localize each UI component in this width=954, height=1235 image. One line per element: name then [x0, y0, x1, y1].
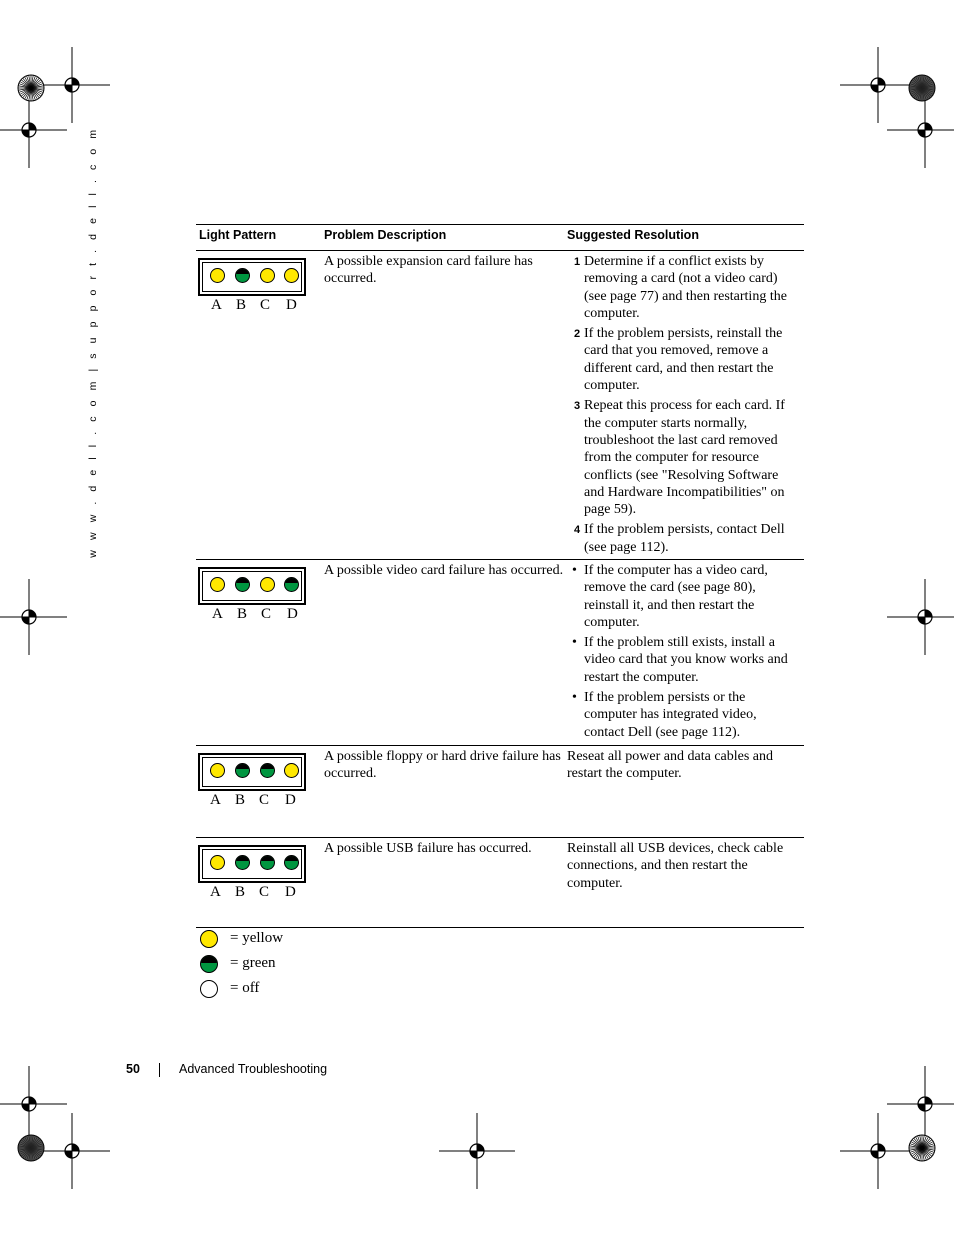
- resolution-bullet: • If the problem persists or the computer has integrated video, contact Dell (see page 112).: [572, 690, 757, 740]
- led-letter-d: D: [285, 792, 296, 808]
- yellow-led-icon: [200, 930, 218, 948]
- table-row: [196, 838, 804, 928]
- step-number: 4: [574, 524, 581, 537]
- led-c-icon: [260, 577, 275, 592]
- section-title: Advanced Troubleshooting: [179, 1062, 328, 1076]
- led-letter-d: D: [285, 884, 296, 900]
- led-c-icon: [260, 268, 275, 283]
- light-pattern-panel: [198, 753, 306, 791]
- led-c-icon: [260, 763, 275, 778]
- green-led-icon: [200, 955, 218, 973]
- led-letter-b: B: [235, 792, 246, 808]
- step-number: 2: [574, 328, 581, 341]
- led-b-icon: [235, 855, 250, 870]
- led-letter-a: A: [212, 606, 223, 622]
- resolution-bullet: • If the problem still exists, install a video card that you know works and restart the computer.: [572, 635, 788, 685]
- resolution-step: [567, 397, 800, 518]
- registration-starburst-icon: [17, 74, 45, 102]
- led-a-icon: [210, 268, 225, 283]
- registration-crosshair-icon: [439, 1113, 515, 1189]
- suggested-resolution: [567, 562, 800, 744]
- suggested-resolution: [567, 253, 800, 559]
- light-pattern-panel: [198, 567, 306, 605]
- resolution-step: [567, 253, 800, 322]
- page-number: 50: [126, 1062, 140, 1076]
- off-led-icon: [200, 980, 218, 998]
- header-problem-description: Problem Description: [324, 228, 447, 242]
- led-d-icon: [284, 855, 299, 870]
- led-letter-b: B: [237, 606, 248, 622]
- table-row: [196, 251, 804, 560]
- problem-description: A possible expansion card failure has occurred.: [324, 254, 533, 287]
- led-a-icon: [210, 577, 225, 592]
- table-row: [196, 560, 804, 746]
- bullet-text: If the problem persists or the computer has integrated video, contact Dell (see page 112).: [584, 690, 757, 740]
- registration-crosshair-icon: [0, 579, 67, 655]
- legend-label: = green: [230, 955, 276, 971]
- led-letter-d: D: [287, 606, 298, 622]
- led-letter-b: B: [236, 297, 247, 313]
- led-letter-a: A: [211, 297, 222, 313]
- step-text: If the problem persists, contact Dell (see page 112).: [584, 522, 785, 555]
- led-a-icon: [210, 763, 225, 778]
- legend-label: = yellow: [230, 930, 284, 946]
- led-c-icon: [260, 855, 275, 870]
- resolution-bullet: • If the computer has a video card, remove the card (see page 80), reinstall it, and then restart the computer.: [572, 563, 768, 630]
- led-b-icon: [235, 268, 250, 283]
- registration-crosshair-icon: [34, 1113, 110, 1189]
- registration-crosshair-icon: [887, 92, 954, 168]
- led-letter-a: A: [210, 792, 221, 808]
- resolution-step: [567, 521, 800, 556]
- resolution-step: [567, 325, 800, 394]
- registration-starburst-icon: [908, 1134, 936, 1162]
- step-number: 3: [574, 400, 581, 413]
- led-letter-b: B: [235, 884, 246, 900]
- light-pattern-panel: [198, 258, 306, 296]
- led-d-icon: [284, 577, 299, 592]
- bullet-text: If the problem still exists, install a video card that you know works and restart the computer.: [584, 635, 788, 685]
- header-light-pattern: Light Pattern: [199, 228, 277, 242]
- led-d-icon: [284, 763, 299, 778]
- bullet-text: If the computer has a video card, remove the card (see page 80), reinstall it, and then restart the computer.: [584, 563, 768, 630]
- light-pattern-table: [196, 224, 804, 928]
- light-pattern-panel: [198, 845, 306, 883]
- table-row: [196, 746, 804, 838]
- registration-crosshair-icon: [0, 92, 67, 168]
- suggested-resolution: Reinstall all USB devices, check cable connections, and then restart the computer.: [567, 841, 784, 891]
- header-suggested-resolution: Suggested Resolution: [567, 228, 699, 242]
- step-text: Repeat this process for each card. If the computer starts normally, troubleshoot the last card removed from the computer for resource conflicts (see "Resolving Software and Hardware Incompatibilities" on page 59).: [584, 398, 785, 518]
- legend-label: = off: [230, 980, 260, 996]
- problem-description: A possible floppy or hard drive failure has occurred.: [324, 749, 561, 782]
- led-b-icon: [235, 763, 250, 778]
- problem-description: A possible USB failure has occurred.: [324, 841, 532, 856]
- step-text: Determine if a conflict exists by removing a card (not a video card) (see page 77) and then restarting the computer.: [584, 254, 787, 321]
- led-letter-c: C: [261, 606, 272, 622]
- led-letter-a: A: [210, 884, 221, 900]
- led-d-icon: [284, 268, 299, 283]
- side-url: [84, 126, 102, 558]
- registration-crosshair-icon: [840, 1113, 916, 1189]
- step-text: If the problem persists, reinstall the card that you removed, remove a different card, and then restart the computer.: [584, 326, 783, 394]
- led-a-icon: [210, 855, 225, 870]
- suggested-resolution: Reseat all power and data cables and restart the computer.: [567, 749, 774, 782]
- led-letter-c: C: [259, 884, 270, 900]
- led-b-icon: [235, 577, 250, 592]
- side-url-text: w w w . d e l l . c o m | s u p p o r t . d e l l . c o m: [87, 126, 99, 558]
- table-header: [196, 224, 804, 251]
- led-letter-c: C: [260, 297, 271, 313]
- led-letter-c: C: [259, 792, 270, 808]
- led-letter-d: D: [286, 297, 297, 313]
- registration-starburst-icon: [17, 1134, 45, 1162]
- registration-starburst-icon: [908, 74, 936, 102]
- registration-crosshair-icon: [887, 579, 954, 655]
- problem-description: A possible video card failure has occurred.: [324, 563, 564, 578]
- footer-separator: [159, 1063, 160, 1077]
- step-number: 1: [574, 256, 581, 268]
